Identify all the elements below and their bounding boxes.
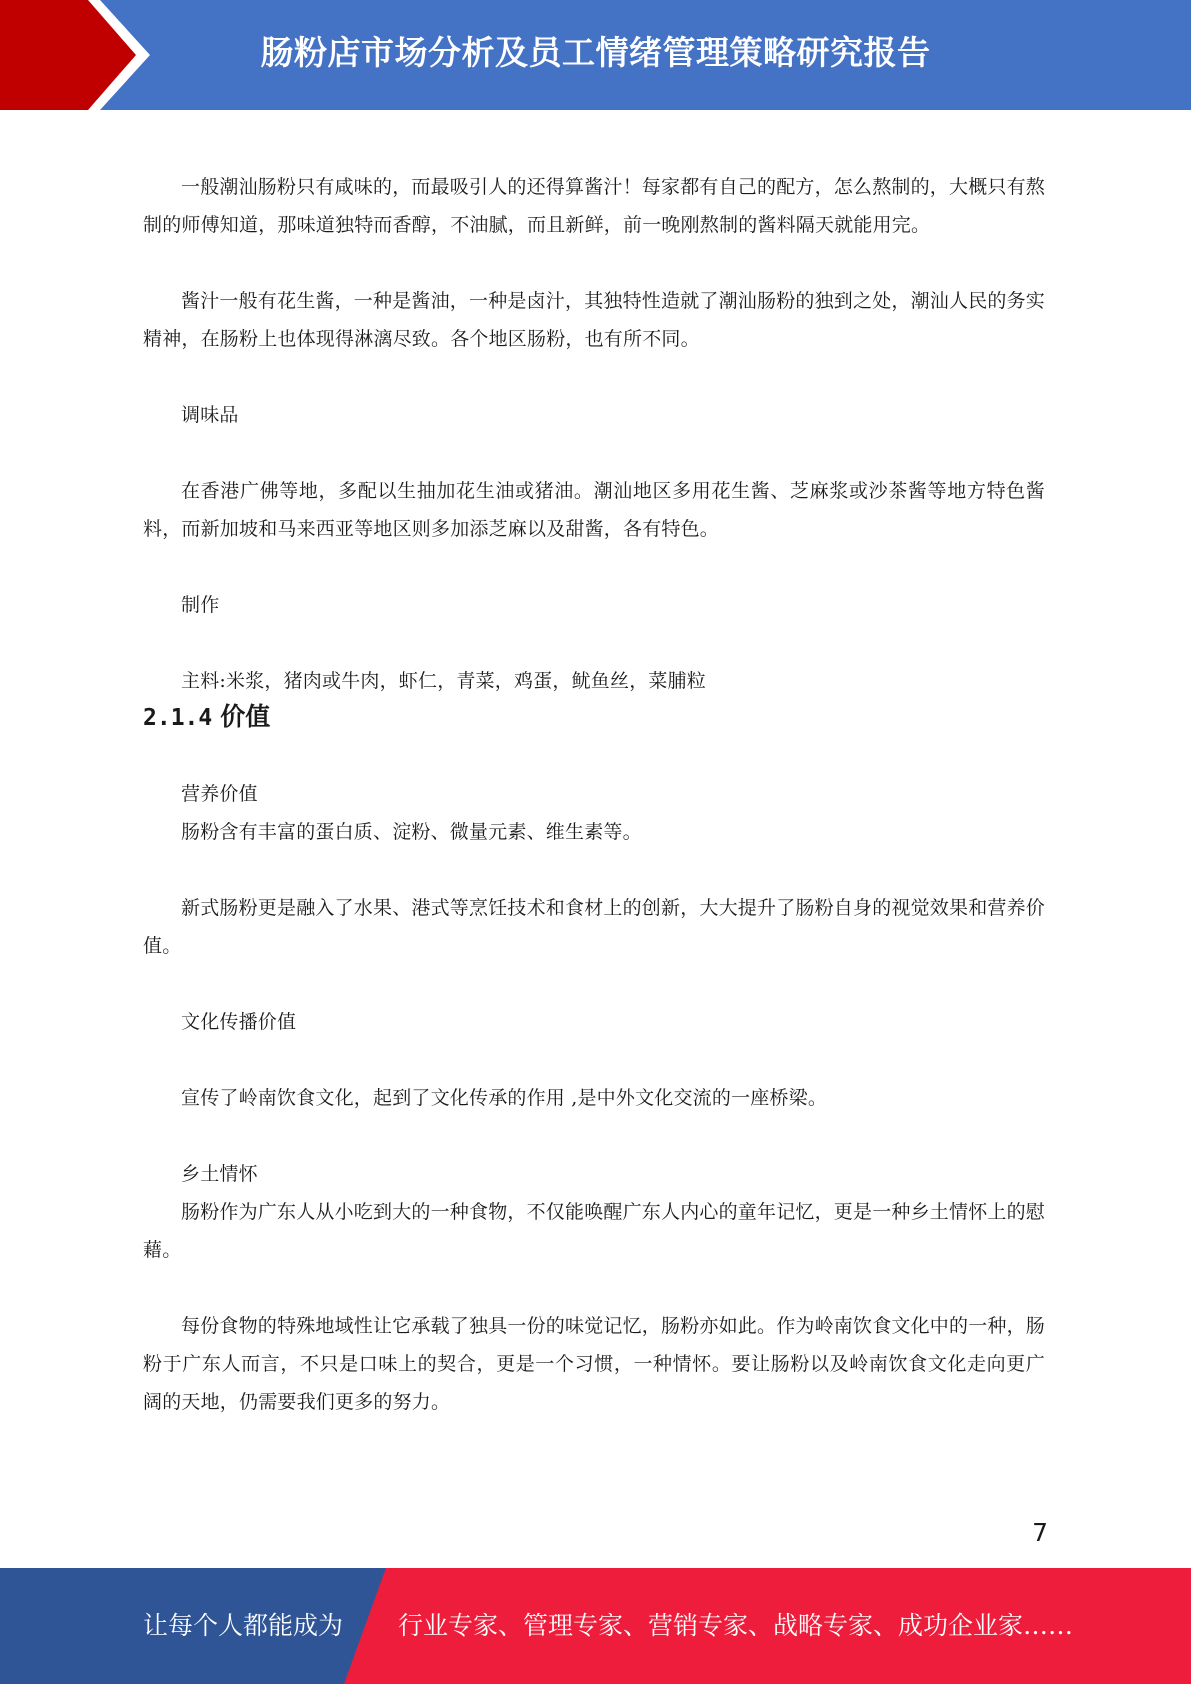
footer-slogan-right: 行业专家、管理专家、营销专家、战略专家、成功企业家…… xyxy=(398,1611,1074,1640)
section-heading-number: 2.1.4 xyxy=(143,705,213,731)
section-label: 调味品 xyxy=(181,404,239,426)
paragraph: 肠粉作为广东人从小吃到大的一种食物，不仅能唤醒广东人内心的童年记忆，更是一种乡土情怀上的慰藉。 xyxy=(143,1201,1046,1261)
page-footer xyxy=(0,1568,1191,1684)
section-heading-text: 价值 xyxy=(220,702,271,731)
paragraph: 主料:米浆，猪肉或牛肉，虾仁，青菜，鸡蛋，鱿鱼丝，菜脯粒 xyxy=(181,670,707,692)
red-chevron-decoration xyxy=(0,0,160,110)
page-number: 7 xyxy=(1032,1518,1048,1547)
paragraph: 宣传了岭南饮食文化，起到了文化传承的作用 ,是中外文化交流的一座桥梁。 xyxy=(181,1087,828,1109)
section-label: 营养价值 xyxy=(181,783,258,805)
header-title: 肠粉店市场分析及员工情绪管理策略研究报告 xyxy=(260,33,931,72)
paragraph: 酱汁一般有花生酱，一种是酱油，一种是卤汁，其独特性造就了潮汕肠粉的独到之处，潮汕人民的务实精神，在肠粉上也体现得淋漓尽致。各个地区肠粉，也有所不同。 xyxy=(143,290,1046,350)
paragraph: 新式肠粉更是融入了水果、港式等烹饪技术和食材上的创新，大大提升了肠粉自身的视觉效果和营养价值。 xyxy=(143,897,1046,957)
document-body xyxy=(143,168,1045,1421)
footer-slogan-left: 让每个人都能成为 xyxy=(143,1611,344,1640)
paragraph: 肠粉含有丰富的蛋白质、淀粉、微量元素、维生素等。 xyxy=(181,821,642,843)
paragraph: 一般潮汕肠粉只有咸味的，而最吸引人的还得算酱汁！每家都有自己的配方，怎么熬制的，大概只有熬制的师傅知道，那味道独特而香醇，不油腻，而且新鲜，前一晚刚熬制的酱料隔天就能用完。 xyxy=(143,176,1046,236)
section-label: 文化传播价值 xyxy=(181,1011,297,1033)
paragraph: 每份食物的特殊地域性让它承载了独具一份的味觉记忆，肠粉亦如此。作为岭南饮食文化中的一种，肠粉于广东人而言，不只是口味上的契合，更是一个习惯，一种情怀。要让肠粉以及岭南饮食文化走向更广阔的天地，仍需要我们更多的努力。 xyxy=(143,1315,1046,1413)
section-heading xyxy=(143,698,1045,737)
section-label: 乡土情怀 xyxy=(181,1163,258,1185)
paragraph: 在香港广佛等地，多配以生抽加花生油或猪油。潮汕地区多用花生酱、芝麻浆或沙茶酱等地方特色酱料，而新加坡和马来西亚等地区则多加添芝麻以及甜酱，各有特色。 xyxy=(143,480,1045,540)
page-header xyxy=(0,0,1191,110)
section-label: 制作 xyxy=(181,594,220,616)
